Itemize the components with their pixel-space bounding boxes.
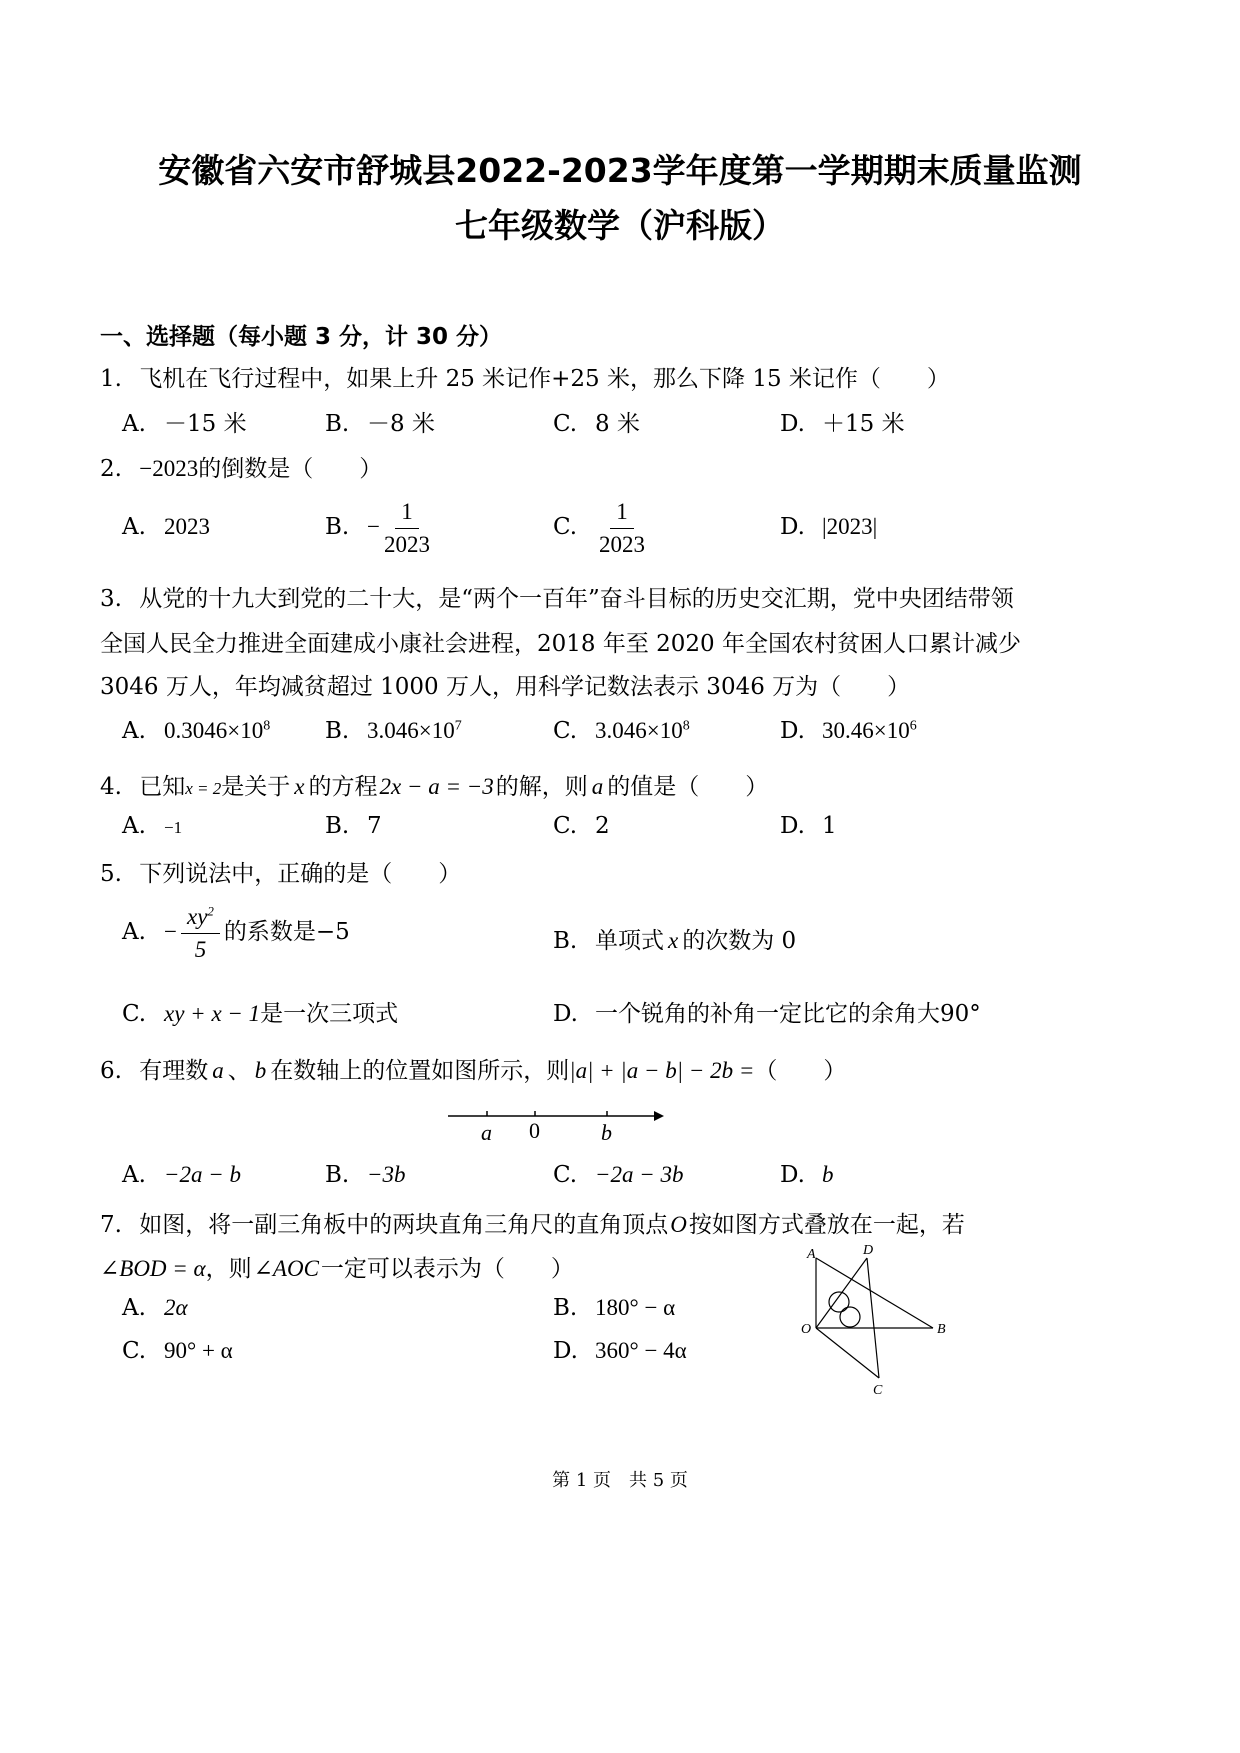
angle-mark-circle <box>829 1292 849 1312</box>
label-D: D <box>863 1243 874 1258</box>
q7-option-a <box>122 1295 188 1321</box>
q7-option-b <box>553 1295 675 1321</box>
option-label: B. <box>325 813 350 839</box>
option-label: B. <box>325 411 350 437</box>
question-text-line1: 从党的十九大到党的二十大，是“两个一百年”奋斗目标的历史交汇期，党中央团结带领 <box>139 586 1014 612</box>
option-text: 的次数为 0 <box>682 928 797 954</box>
option-text: 2023 <box>164 514 210 539</box>
option-label: B. <box>325 1162 350 1188</box>
option-label: D. <box>780 1162 805 1188</box>
option-math: x <box>668 928 679 953</box>
question-5 <box>100 855 461 888</box>
question-math: |a| + |a − b| − 2b = <box>569 1058 755 1083</box>
option-label: A. <box>122 1295 146 1321</box>
fraction-denominator: 2023 <box>599 531 645 557</box>
option-math: 2α <box>164 1295 188 1320</box>
q6-option-d <box>780 1162 834 1188</box>
option-label: C. <box>122 1001 147 1027</box>
numerator-exponent: 2 <box>207 903 214 919</box>
question-text: 有理数 <box>139 1058 209 1084</box>
question-number: 6. <box>100 1058 122 1084</box>
question-text: （ ） <box>754 1058 847 1084</box>
question-text: 已知 <box>139 774 186 800</box>
question-text: 下列说法中，正确的是（ ） <box>139 861 462 887</box>
q4-option-d <box>780 813 837 839</box>
option-label: D. <box>553 1338 578 1364</box>
q6-option-c <box>553 1162 684 1188</box>
option-exponent: 8 <box>682 718 690 734</box>
option-exponent: 7 <box>454 718 462 734</box>
label-O: O <box>801 1322 812 1337</box>
option-math: −2a − 3b <box>595 1162 684 1187</box>
option-label: D. <box>780 514 805 540</box>
exam-title-line2: 七年级数学（沪科版） <box>455 206 785 245</box>
q5-option-a <box>122 903 350 963</box>
q7-option-d <box>553 1338 687 1364</box>
option-text: 单项式 <box>595 928 664 954</box>
option-base: 0.3046×10 <box>164 718 264 743</box>
option-math: b <box>822 1162 834 1187</box>
option-text: 是一次三项式 <box>260 1001 399 1027</box>
q4-option-a <box>122 813 182 839</box>
question-text: 如图，将一副三角板中的两块直角三角尺的直角顶点 <box>139 1212 669 1238</box>
question-number: 2. <box>100 456 122 482</box>
option-label: C. <box>553 411 578 437</box>
label-zero: 0 <box>529 1118 540 1143</box>
option-math: xy + x − 1 <box>164 1001 261 1026</box>
option-text: －15 米 <box>164 411 247 437</box>
question-text: 一定可以表示为（ ） <box>320 1256 574 1282</box>
option-label: C. <box>553 718 578 744</box>
option-text: ＋15 米 <box>822 411 905 437</box>
question-math: a <box>591 774 604 799</box>
q5-option-d <box>553 995 981 1028</box>
q1-option-a <box>122 405 247 438</box>
question-number: 1. <box>100 366 122 392</box>
question-6 <box>100 1052 846 1085</box>
option-text: 8 米 <box>595 411 640 437</box>
numerator-base: xy <box>186 904 208 929</box>
section-heading: 一、选择题（每小题 3 分，计 30 分） <box>100 324 503 350</box>
option-math: 360° − 4α <box>595 1338 687 1363</box>
option-text: －8 米 <box>367 411 435 437</box>
option-text: |2023| <box>822 514 878 539</box>
option-label: A. <box>122 813 146 839</box>
number-line-figure <box>440 1100 680 1150</box>
q7-option-c <box>122 1338 233 1364</box>
q5-option-b <box>553 922 796 955</box>
question-text-line3: 3046 万人，年均减贫超过 1000 万人，用科学记数法表示 3046 万为（ ） <box>100 674 911 700</box>
option-base: 3.046×10 <box>595 718 683 743</box>
question-math: 2x − a = −3 <box>379 774 494 799</box>
triangles-figure <box>795 1238 960 1398</box>
q1-option-d <box>780 405 905 438</box>
question-math: b <box>254 1058 267 1083</box>
question-text: 的值是（ ） <box>607 774 769 800</box>
q2-option-c <box>553 498 649 558</box>
option-label: B. <box>553 1295 578 1321</box>
q3-option-a <box>122 718 270 744</box>
option-exponent: 6 <box>909 718 917 734</box>
q3-option-d <box>780 718 917 744</box>
option-label: A. <box>122 919 146 946</box>
label-A: A <box>807 1247 816 1262</box>
option-exponent: 8 <box>263 718 271 734</box>
question-2 <box>100 450 382 483</box>
q2-option-a <box>122 514 210 540</box>
q6-option-a <box>122 1162 241 1188</box>
question-number: 3. <box>100 586 122 612</box>
question-math: ∠AOC <box>253 1256 319 1281</box>
question-3 <box>100 580 1014 613</box>
question-math: O <box>670 1212 687 1237</box>
fraction <box>599 498 645 558</box>
option-text: 7 <box>367 813 382 839</box>
option-label: D. <box>780 718 805 744</box>
segment-OC <box>816 1328 879 1378</box>
question-math: a <box>212 1058 224 1083</box>
question-text: 的方程 <box>308 774 378 800</box>
q2-option-b <box>325 498 434 558</box>
option-text: 2 <box>595 813 610 839</box>
label-a: a <box>481 1120 492 1145</box>
q4-option-c <box>553 813 610 839</box>
fraction-denominator: 5 <box>194 936 207 962</box>
page-footer: 第 1 页 共 5 页 <box>552 1470 688 1491</box>
question-math: x <box>294 774 305 799</box>
fraction <box>181 903 220 963</box>
option-label: D. <box>780 411 805 437</box>
option-label: C. <box>122 1338 147 1364</box>
question-text: 、 <box>227 1058 251 1084</box>
question-number: 5. <box>100 861 122 887</box>
option-label: A. <box>122 718 146 744</box>
option-label: C. <box>553 514 578 541</box>
question-text: 按如图方式叠放在一起，若 <box>688 1212 965 1238</box>
question-number: 4. <box>100 774 122 800</box>
option-label: B. <box>553 928 578 954</box>
option-label: A. <box>122 514 146 540</box>
option-label: B. <box>325 718 350 744</box>
option-base: 30.46×10 <box>822 718 910 743</box>
question-text: 在数轴上的位置如图所示，则 <box>270 1058 570 1084</box>
option-text: 1 <box>822 813 837 839</box>
fraction-numerator: 1 <box>610 498 634 529</box>
q4-option-b <box>325 813 382 839</box>
fraction-denominator: 2023 <box>383 531 430 557</box>
angle-mark-circle <box>840 1307 860 1327</box>
question-7 <box>100 1206 965 1239</box>
option-text: 一个锐角的补角一定比它的余角大90° <box>595 1001 981 1027</box>
question-math: ∠BOD = α <box>100 1256 206 1281</box>
question-4 <box>100 768 768 801</box>
option-text: −1 <box>164 818 183 837</box>
option-base: 3.046×10 <box>367 718 455 743</box>
label-b: b <box>601 1120 612 1145</box>
option-label: D. <box>780 813 805 839</box>
q1-option-b <box>325 405 435 438</box>
option-math: 90° + α <box>164 1338 233 1363</box>
segment-OD <box>816 1258 867 1328</box>
option-sign: − <box>164 919 177 945</box>
option-label: C. <box>553 1162 578 1188</box>
option-label: A. <box>122 411 146 437</box>
option-label: B. <box>325 514 350 541</box>
option-math: 180° − α <box>595 1295 676 1320</box>
option-sign: − <box>367 514 380 540</box>
question-7-line2 <box>100 1250 574 1283</box>
exam-title-line1: 安徽省六安市舒城县2022-2023学年度第一学期期末质量监测 <box>158 151 1082 190</box>
number-line-arrow-icon <box>654 1111 664 1121</box>
q3-option-b <box>325 718 462 744</box>
label-C: C <box>873 1383 883 1398</box>
option-label: C. <box>553 813 578 839</box>
option-text: 的系数是−5 <box>223 919 350 946</box>
option-math: −2a − b <box>164 1162 242 1187</box>
question-text: 的解，则 <box>495 774 588 800</box>
q3-option-c <box>553 718 690 744</box>
option-math: −3b <box>367 1162 406 1187</box>
question-text: 是关于 <box>221 774 291 800</box>
question-text: 飞机在飞行过程中，如果上升 25 米记作+25 米，那么下降 15 米记作（ ） <box>139 366 950 392</box>
q1-option-c <box>553 405 640 438</box>
question-text: ，则 <box>205 1256 252 1282</box>
q6-option-b <box>325 1162 406 1188</box>
question-1 <box>100 360 950 393</box>
label-B: B <box>937 1322 946 1337</box>
q5-option-c <box>122 995 398 1028</box>
question-text: 的倒数是（ ） <box>198 456 383 482</box>
option-label: D. <box>553 1001 578 1027</box>
fraction-numerator: 1 <box>395 498 419 529</box>
q2-option-d <box>780 514 877 540</box>
segment-DC <box>867 1258 879 1378</box>
question-text-line2: 全国人民全力推进全面建成小康社会进程，2018 年至 2020 年全国农村贫困人口累计减少 <box>100 631 1021 657</box>
question-math: x = 2 <box>185 779 222 798</box>
question-math: −2023 <box>139 456 199 481</box>
fraction <box>384 498 430 558</box>
fraction-numerator <box>181 903 220 934</box>
option-label: A. <box>122 1162 146 1188</box>
question-number: 7. <box>100 1212 122 1238</box>
